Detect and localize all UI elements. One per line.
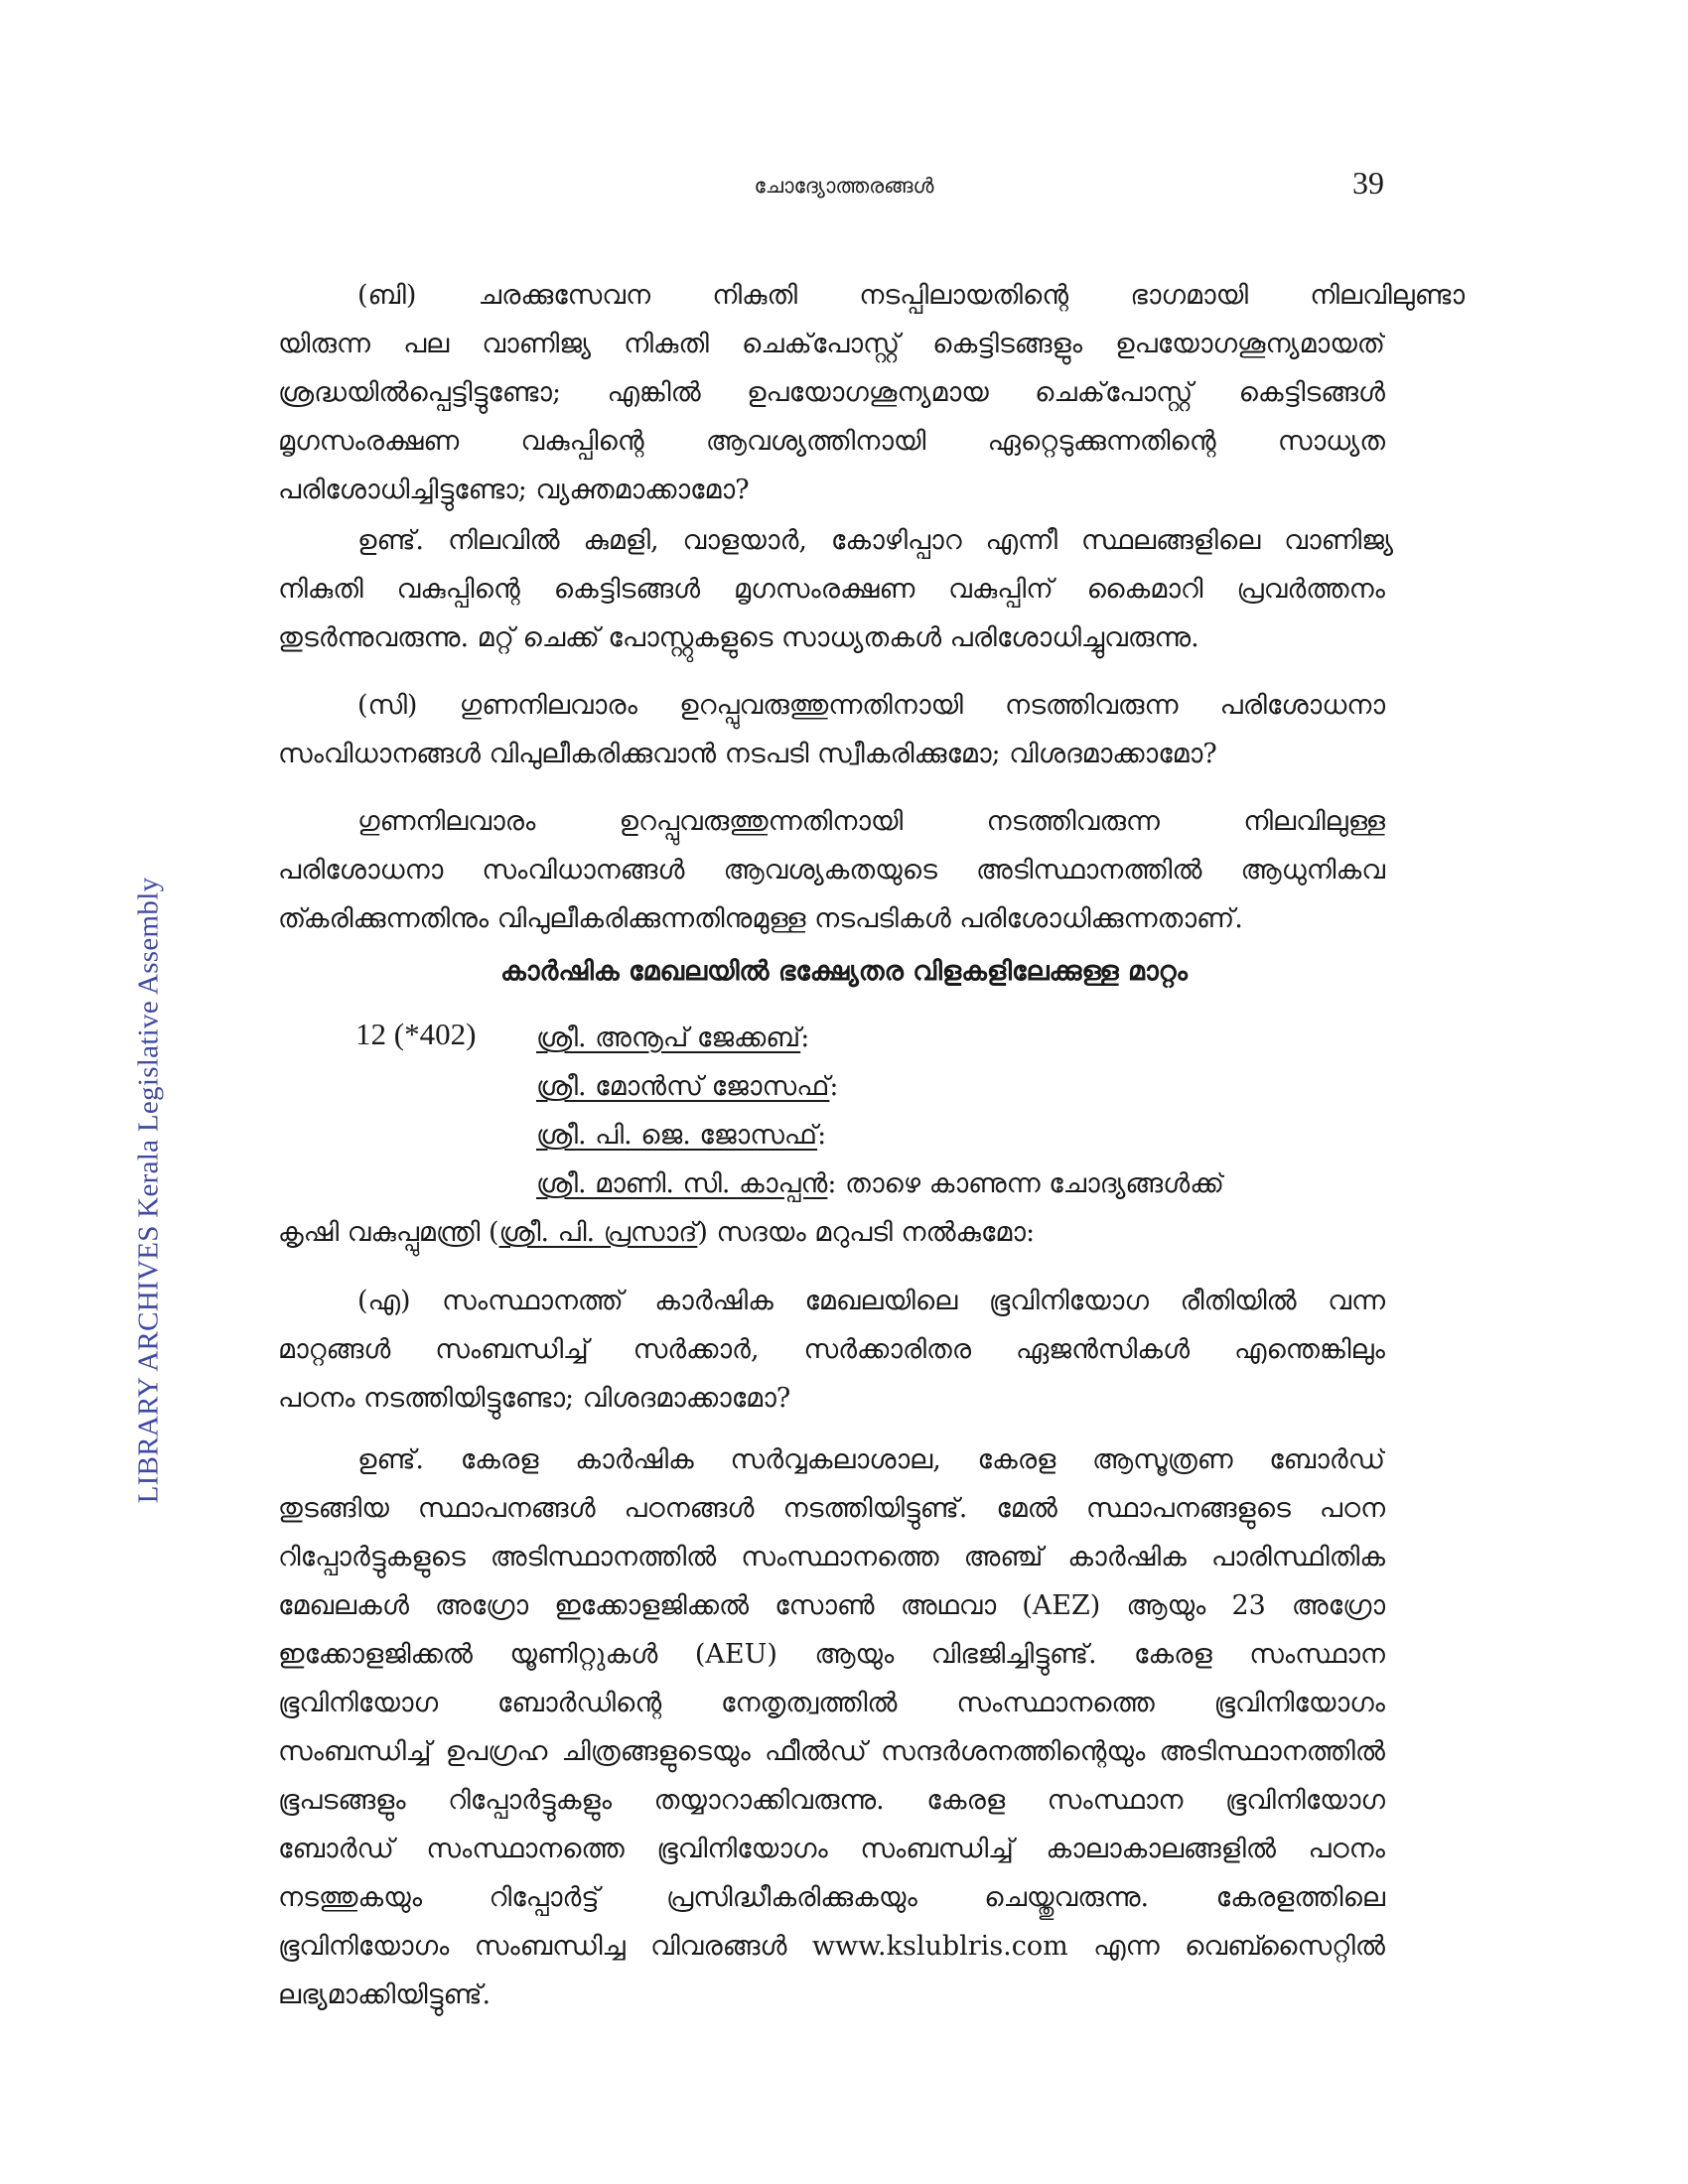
- paragraph-line: ലഭ്യമാക്കിയിട്ടുണ്ട്.: [278, 1979, 492, 2010]
- member-name: ശ്രീ. മാണി. സി. കാപ്പൻ: [536, 1168, 828, 1199]
- member-colon: :: [800, 1023, 810, 1053]
- paragraph-line: നടത്തുകയും റിപ്പോർട്ട് പ്രസിദ്ധീകരിക്കുകയും ചെയ്തുവരുന്നു. കേരളത്തിലെ: [278, 1882, 1385, 1913]
- paragraph-line: ഗുണനിലവാരം ഉറപ്പുവരുത്തുന്നതിനായി നടത്തിവരുന്ന നിലവിലുള്ള: [357, 806, 1385, 837]
- running-title: ചോദ്യോത്തരങ്ങൾ: [754, 174, 934, 198]
- paragraph-line: സംവിധാനങ്ങൾ വിപുലീകരിക്കുവാൻ നടപടി സ്വീകരിക്കുമോ; വിശദമാക്കാമോ?: [278, 739, 1217, 769]
- paragraph-line: [278, 1208, 1035, 1257]
- question-b: [278, 271, 1465, 514]
- paragraph-line: ശ്രദ്ധയിൽപ്പെട്ടിട്ടുണ്ടോ; എങ്കിൽ ഉപയോഗശൂന്യമായ ചെക്‌പോസ്റ്റ് കെട്ടിടങ്ങൾ: [278, 377, 1385, 408]
- minister-suffix: ) സദയം മറുപടി നൽകുമോ:: [697, 1217, 1036, 1248]
- member-line: [536, 1062, 1224, 1111]
- paragraph-line: തുടർന്നുവരുന്നു. മറ്റ് ചെക്ക് പോസ്റ്റുകളുടെ സാധ്യതകൾ പരിശോധിച്ചുവരുന്നു.: [278, 622, 1199, 653]
- member-intro-tail: താഴെ കാണുന്ന ചോദ്യങ്ങൾക്ക്: [845, 1168, 1224, 1199]
- paragraph-line: പരിശോധിച്ചിട്ടുണ്ടോ; വ്യക്തമാക്കാമോ?: [278, 475, 750, 505]
- paragraph-line: പരിശോധനാ സംവിധാനങ്ങൾ ആവശ്യകതയുടെ അടിസ്ഥാനത്തിൽ ആധുനികവ: [278, 855, 1385, 886]
- minister-name: ശ്രീ. പി. പ്രസാദ്: [498, 1217, 698, 1248]
- answer-b: [278, 516, 1393, 662]
- paragraph-line: ഭൂവിനിയോഗം സംബന്ധിച്ച വിവരങ്ങൾ www.kslublris.com എന്ന വെബ്സൈറ്റിൽ: [278, 1931, 1385, 1962]
- question-number: 12 (*402): [355, 1017, 477, 1051]
- answer-a: [278, 1435, 1385, 2019]
- paragraph-line: (ബി) ചരക്കുസേവന നികുതി നടപ്പിലായതിന്റെ ഭാഗമായി നിലവിലുണ്ടാ: [357, 280, 1465, 311]
- member-name: ശ്രീ. പി. ജെ. ജോസഫ്: [536, 1120, 818, 1151]
- member-colon: :: [817, 1120, 827, 1151]
- paragraph-line: യിരുന്ന പല വാണിജ്യ നികുതി ചെക്‌പോസ്റ്റ് കെട്ടിടങ്ങളും ഉപയോഗശൂന്യമായത്: [278, 329, 1385, 359]
- minister-line: [278, 1208, 1035, 1257]
- paragraph-line: ഉണ്ട്. നിലവിൽ കുമളി, വാളയാർ, കോഴിപ്പാറ എന്നീ സ്ഥലങ്ങളിലെ വാണിജ്യ: [357, 525, 1393, 556]
- member-colon: :: [827, 1168, 837, 1199]
- member-name: ശ്രീ. മോൻസ് ജോസഫ്: [536, 1071, 830, 1102]
- paragraph-line: ഉണ്ട്. കേരള കാർഷിക സർവ്വകലാശാല, കേരള ആസൂത്രണ ബോർഡ്: [357, 1444, 1385, 1475]
- library-archives-watermark: LIBRARY ARCHIVES Kerala Legislative Assembly: [132, 877, 165, 1504]
- paragraph-line: ത്കരിക്കുന്നതിനും വിപുലീകരിക്കുന്നതിനുമുള്ള നടപടികൾ പരിശോധിക്കുന്നതാണ്.: [278, 903, 1243, 934]
- paragraph-line: ഭൂപടങ്ങളും റിപ്പോർട്ടുകളും തയ്യാറാക്കിവരുന്നു. കേരള സംസ്ഥാന ഭൂവിനിയോഗ: [278, 1785, 1385, 1816]
- paragraph-line: ബോർഡ് സംസ്ഥാനത്തെ ഭൂവിനിയോഗം സംബന്ധിച്ച് കാലാകാലങ്ങളിൽ പഠനം: [278, 1834, 1385, 1864]
- paragraph-line: തുടങ്ങിയ സ്ഥാപനങ്ങൾ പഠനങ്ങൾ നടത്തിയിട്ടുണ്ട്. മേൽ സ്ഥാപനങ്ങളുടെ പഠന: [278, 1493, 1385, 1524]
- member-colon: :: [829, 1071, 839, 1102]
- answer-c: [278, 797, 1385, 943]
- paragraph-line: ഭൂവിനിയോഗ ബോർഡിന്റെ നേതൃത്വത്തിൽ സംസ്ഥാനത്തെ ഭൂവിനിയോഗം: [278, 1688, 1385, 1718]
- paragraph-line: (എ) സംസ്ഥാനത്ത് കാർഷിക മേഖലയിലെ ഭൂവിനിയോഗ രീതിയിൽ വന്ന: [357, 1286, 1385, 1316]
- member-line: [536, 1014, 1224, 1062]
- member-name: ശ്രീ. അനൂപ് ജേക്കബ്: [536, 1023, 801, 1053]
- paragraph-line: റിപ്പോർട്ടുകളുടെ അടിസ്ഥാനത്തിൽ സംസ്ഥാനത്തെ അഞ്ച് കാർഷിക പാരിസ്ഥിതിക: [278, 1542, 1385, 1572]
- member-line: [536, 1111, 1224, 1160]
- question-members: [536, 1014, 1224, 1208]
- paragraph-line: മാറ്റങ്ങൾ സംബന്ധിച്ച് സർക്കാർ, സർക്കാരിതര ഏജൻസികൾ എന്തെങ്കിലും: [278, 1334, 1385, 1365]
- member-line: [536, 1160, 1224, 1208]
- minister-prefix: കൃഷി വകുപ്പുമന്ത്രി (: [278, 1217, 499, 1248]
- paragraph-line: പഠനം നടത്തിയിട്ടുണ്ടോ; വിശദമാക്കാമോ?: [278, 1383, 791, 1414]
- section-heading: കാർഷിക മേഖലയിൽ ഭക്ഷ്യേതര വിളകളിലേക്കുള്ള മാറ്റം: [500, 956, 1188, 987]
- paragraph-line: (സി) ഗുണനിലവാരം ഉറപ്പുവരുത്തുന്നതിനായി നടത്തിവരുന്ന പരിശോധനാ: [357, 690, 1385, 721]
- page-number: 39: [1352, 165, 1384, 201]
- paragraph-line: സംബന്ധിച്ച് ഉപഗ്രഹ ചിത്രങ്ങളുടെയും ഫീൽഡ് സന്ദർശനത്തിന്റെയും അടിസ്ഥാനത്തിൽ: [278, 1736, 1385, 1767]
- paragraph-line: മേഖലകൾ അഗ്രോ ഇക്കോളജിക്കൽ സോൺ അഥവാ (AEZ) ആയും 23 അഗ്രോ: [278, 1590, 1385, 1621]
- question-a: [278, 1277, 1385, 1423]
- paragraph-line: ഇക്കോളജിക്കൽ യൂണിറ്റുകൾ (AEU) ആയും വിഭജിച്ചിട്ടുണ്ട്. കേരള സംസ്ഥാന: [278, 1639, 1385, 1670]
- paragraph-line: നികുതി വകുപ്പിന്റെ കെട്ടിടങ്ങൾ മൃഗസംരക്ഷണ വകുപ്പിന് കൈമാറി പ്രവർത്തനം: [278, 574, 1385, 605]
- question-c: [278, 681, 1385, 778]
- paragraph-line: മൃഗസംരക്ഷണ വകുപ്പിന്റെ ആവശ്യത്തിനായി ഏറ്റെടുക്കുന്നതിന്റെ സാധ്യത: [278, 426, 1385, 457]
